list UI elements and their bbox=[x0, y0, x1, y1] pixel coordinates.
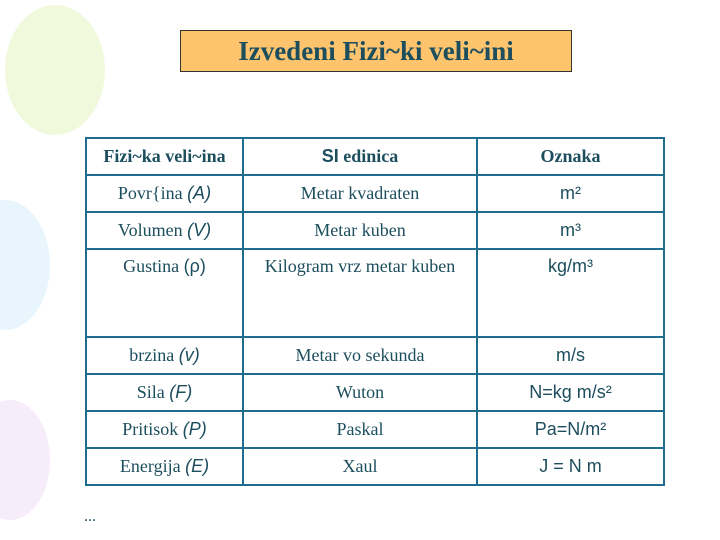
table-row bbox=[86, 448, 664, 485]
unit-cell: Metar vo sekunda bbox=[243, 337, 477, 374]
table-row bbox=[86, 411, 664, 448]
slide-title: Izvedeni Fizi~ki veli~ini bbox=[180, 30, 572, 72]
quantity-variable: (ρ) bbox=[183, 256, 206, 276]
header-symbol: Oznaka bbox=[477, 138, 664, 175]
quantity-cell bbox=[86, 212, 243, 249]
table-header-row bbox=[86, 138, 664, 175]
symbol-cell: m³ bbox=[477, 212, 664, 249]
symbol-cell: J = N m bbox=[477, 448, 664, 485]
symbol-cell: m/s bbox=[477, 337, 664, 374]
header-quantity: Fizi~ka veli~ina bbox=[86, 138, 243, 175]
quantity-cell bbox=[86, 337, 243, 374]
unit-cell: Kilogram vrz metar kuben bbox=[243, 249, 477, 337]
quantity-cell bbox=[86, 175, 243, 212]
continuation-ellipsis: ... bbox=[84, 508, 96, 525]
quantity-cell bbox=[86, 448, 243, 485]
quantity-name: Energija bbox=[119, 456, 186, 476]
quantity-name: Volumen bbox=[117, 220, 188, 240]
quantity-variable: (E) bbox=[185, 456, 210, 476]
unit-cell: Metar kvadraten bbox=[243, 175, 477, 212]
header-si-prefix: SI bbox=[321, 146, 339, 166]
quantity-name: brzina bbox=[129, 345, 179, 365]
quantity-name: Povr{ina bbox=[117, 183, 188, 203]
symbol-cell: m² bbox=[477, 175, 664, 212]
unit-cell: Paskal bbox=[243, 411, 477, 448]
derived-quantities-table bbox=[85, 137, 665, 486]
table-row bbox=[86, 175, 664, 212]
quantity-variable: (A) bbox=[187, 183, 212, 203]
unit-cell: Wuton bbox=[243, 374, 477, 411]
table-row bbox=[86, 337, 664, 374]
quantity-name: Sila bbox=[136, 382, 170, 402]
quantity-variable: (V) bbox=[187, 220, 212, 240]
balloon-decoration bbox=[5, 5, 105, 135]
unit-cell: Metar kuben bbox=[243, 212, 477, 249]
symbol-cell: kg/m³ bbox=[477, 249, 664, 337]
quantity-cell bbox=[86, 374, 243, 411]
header-si-rest: edinica bbox=[338, 146, 399, 166]
symbol-cell: Pa=N/m² bbox=[477, 411, 664, 448]
quantity-variable: (P) bbox=[182, 419, 207, 439]
quantity-variable: (v) bbox=[178, 345, 200, 365]
quantity-cell bbox=[86, 249, 243, 337]
balloon-decoration bbox=[0, 400, 50, 520]
quantity-variable: (F) bbox=[169, 382, 193, 402]
symbol-cell: N=kg m/s² bbox=[477, 374, 664, 411]
quantity-name: Gustina bbox=[123, 256, 184, 276]
header-si-unit bbox=[243, 138, 477, 175]
balloon-decoration bbox=[0, 200, 50, 330]
quantity-cell bbox=[86, 411, 243, 448]
table-row bbox=[86, 374, 664, 411]
table-row bbox=[86, 212, 664, 249]
table-row bbox=[86, 249, 664, 337]
unit-cell: Xaul bbox=[243, 448, 477, 485]
quantity-name: Pritisok bbox=[122, 419, 183, 439]
